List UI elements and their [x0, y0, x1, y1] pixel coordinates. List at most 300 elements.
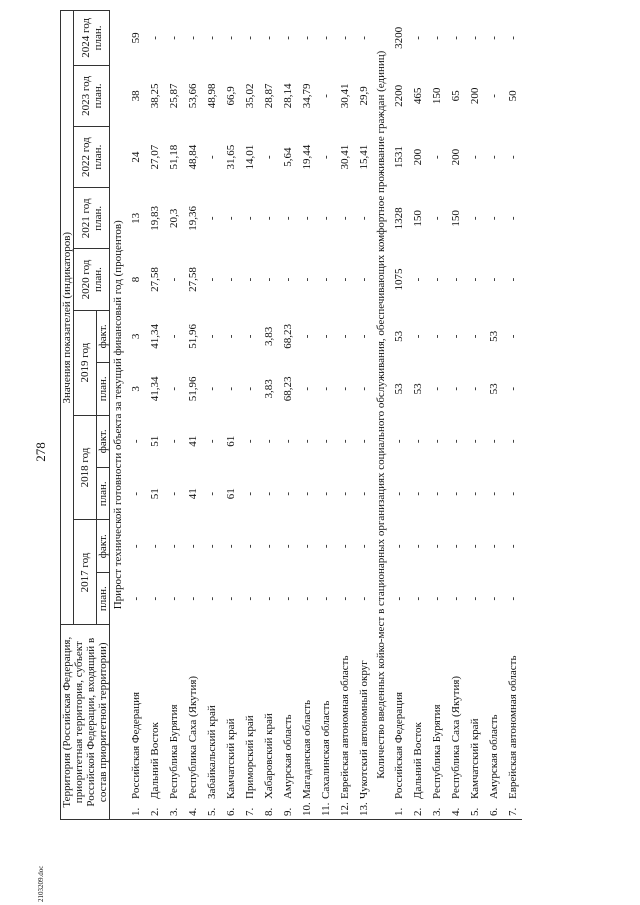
value-cell: - — [430, 216, 443, 221]
value-cell: - — [319, 387, 332, 391]
value-cell: - — [338, 277, 351, 282]
value-cell: - — [281, 491, 294, 496]
value-cell: - — [205, 596, 218, 601]
territory-name: Забайкальский край — [205, 705, 218, 800]
value-cell: - — [506, 439, 519, 444]
value-cell: - — [506, 334, 519, 339]
value-cell: - — [186, 596, 199, 601]
value-cell: 13 — [129, 212, 142, 224]
fact-header: факт. — [97, 415, 110, 467]
value-cell: 38,25 — [148, 83, 161, 109]
row-number: 9. — [281, 807, 294, 816]
value-cell: - — [392, 596, 405, 601]
value-cell: - — [468, 334, 481, 339]
value-cell: - — [186, 544, 199, 549]
value-cell: - — [262, 439, 275, 444]
value-cell: - — [262, 36, 275, 40]
table-row — [465, 11, 484, 820]
value-cell: - — [506, 387, 519, 391]
value-cell: 1075 — [392, 268, 405, 291]
value-cell: 28,14 — [281, 83, 294, 109]
value-cell: 51 — [148, 435, 161, 447]
row-number: 7. — [506, 807, 519, 816]
table-row — [202, 11, 221, 820]
value-cell: - — [224, 544, 237, 549]
fact-header: факт. — [97, 310, 110, 362]
value-cell: - — [430, 334, 443, 339]
value-cell: - — [167, 491, 180, 496]
section-title: Количество введенных койко-мест в стационарных организациях социального обслуживания, обеспечивающих комфортное проживание граждан (единиц) — [375, 50, 387, 779]
row-number: 12. — [338, 802, 351, 816]
value-cell: - — [129, 439, 142, 444]
value-cell: - — [319, 216, 332, 221]
value-cell: - — [506, 155, 519, 159]
value-cell: - — [506, 544, 519, 549]
value-cell: - — [468, 544, 481, 549]
row-number: 1. — [392, 807, 405, 816]
value-cell: - — [243, 387, 256, 391]
territory-name: Российская Федерация — [392, 691, 405, 800]
value-cell: - — [392, 439, 405, 444]
territory-name: Хабаровский край — [262, 713, 275, 800]
value-cell: - — [224, 334, 237, 339]
year-2022-header: 2022 год план. — [74, 127, 110, 188]
value-cell: - — [148, 596, 161, 601]
value-cell: - — [129, 491, 142, 496]
value-cell: 1531 — [392, 146, 405, 169]
value-cell: 15,41 — [357, 144, 370, 170]
value-cell: - — [430, 155, 443, 159]
value-cell: - — [205, 439, 218, 444]
territory-name: Республика Бурятия — [430, 704, 443, 800]
value-cell: 3200 — [392, 26, 405, 49]
value-cell: - — [468, 155, 481, 159]
value-cell: 2200 — [392, 84, 405, 107]
territory-name: Дальний Восток — [148, 722, 161, 800]
value-cell: - — [205, 36, 218, 40]
value-cell: - — [449, 544, 462, 549]
value-cell: - — [411, 334, 424, 339]
value-cell: - — [357, 216, 370, 221]
value-cell: - — [411, 491, 424, 496]
value-cell: - — [262, 277, 275, 282]
table-row — [427, 11, 446, 820]
value-cell: - — [449, 439, 462, 444]
value-cell: - — [319, 544, 332, 549]
value-cell: 51,96 — [186, 323, 199, 349]
value-cell: 50 — [506, 90, 519, 102]
value-cell: - — [224, 277, 237, 282]
territory-name: Еврейская автономная область — [338, 655, 351, 800]
value-cell: 30,41 — [338, 83, 351, 109]
value-cell: 51,18 — [167, 144, 180, 170]
value-cell: - — [357, 36, 370, 40]
table-row — [240, 11, 259, 820]
value-cell: - — [357, 596, 370, 601]
value-cell: - — [167, 387, 180, 391]
year-2023-header: 2023 год план. — [74, 65, 110, 126]
value-cell: - — [338, 596, 351, 601]
value-cell: - — [319, 36, 332, 40]
value-cell: - — [243, 334, 256, 339]
value-cell: - — [148, 544, 161, 549]
row-number: 10. — [300, 802, 313, 816]
table-row — [354, 11, 373, 820]
value-cell: 200 — [449, 148, 462, 166]
territory-name: Республика Саха (Якутия) — [449, 675, 462, 800]
value-cell: - — [300, 334, 313, 339]
row-number: 4. — [449, 807, 462, 816]
value-cell: - — [224, 216, 237, 221]
value-cell: 51 — [148, 488, 161, 500]
value-cell: - — [205, 155, 218, 159]
page-number: 278 — [33, 442, 48, 462]
value-cell: - — [411, 596, 424, 601]
value-cell: - — [411, 544, 424, 549]
value-cell: - — [167, 277, 180, 282]
table-row — [335, 11, 354, 820]
value-cell: 3 — [129, 386, 142, 392]
year-2020-header: 2020 год план. — [74, 249, 110, 310]
value-cell: 14,01 — [243, 144, 256, 170]
value-cell: - — [243, 277, 256, 282]
value-cell: 19,36 — [186, 205, 199, 231]
value-cell: 41,34 — [148, 323, 161, 349]
value-cell: 53 — [392, 330, 405, 342]
territory-header: Территория (Российская Федерация, приоритетная территория, субъект Российской Федерации, входящий в состав приоритетной территории) — [61, 625, 110, 820]
row-number: 13. — [357, 802, 370, 816]
value-cell: - — [243, 439, 256, 444]
value-cell: - — [167, 596, 180, 601]
value-cell: - — [167, 439, 180, 444]
value-cell: - — [262, 216, 275, 221]
value-cell: - — [468, 491, 481, 496]
value-cell: 65 — [449, 90, 462, 102]
row-number: 5. — [205, 807, 218, 816]
value-cell: 200 — [468, 87, 481, 105]
value-cell: - — [357, 439, 370, 444]
value-cell: - — [300, 439, 313, 444]
value-cell: - — [338, 387, 351, 391]
value-cell: - — [319, 277, 332, 282]
value-cell: - — [468, 387, 481, 391]
value-cell: 68,23 — [281, 376, 294, 402]
value-cell: 3,83 — [262, 379, 275, 399]
plan-header: план. — [97, 572, 110, 624]
value-cell: - — [281, 277, 294, 282]
value-cell: 27,07 — [148, 144, 161, 170]
value-cell: 53,66 — [186, 83, 199, 109]
year-2018-header: 2018 год — [74, 415, 97, 520]
value-cell: 150 — [449, 210, 462, 227]
value-cell: 150 — [430, 87, 443, 105]
territory-name: Амурская область — [281, 714, 294, 800]
value-cell: - — [430, 36, 443, 40]
indicators-table — [60, 10, 522, 820]
value-cell: - — [487, 216, 500, 221]
value-cell: - — [319, 94, 332, 98]
value-cell: 27,58 — [186, 267, 199, 292]
section-title: Прирост технической готовности объекта за текущий финансовый год (процентов) — [112, 220, 124, 610]
table-row — [145, 11, 164, 820]
value-cell: - — [338, 334, 351, 339]
value-cell: - — [430, 277, 443, 282]
value-cell: - — [468, 596, 481, 601]
value-cell: 29,9 — [357, 86, 370, 106]
value-cell: - — [243, 544, 256, 549]
value-cell: 35,02 — [243, 83, 256, 109]
value-cell: - — [319, 155, 332, 159]
value-cell: - — [129, 544, 142, 549]
value-cell: 150 — [411, 210, 424, 227]
value-cell: 5,64 — [281, 147, 294, 167]
values-header: Значения показателей (индикаторов) — [61, 11, 74, 625]
value-cell: 28,87 — [262, 83, 275, 109]
value-cell: 41 — [186, 488, 199, 500]
territory-name: Амурская область — [487, 714, 500, 800]
row-number: 8. — [262, 807, 275, 816]
value-cell: - — [411, 439, 424, 444]
value-cell: - — [224, 36, 237, 40]
value-cell: - — [338, 36, 351, 40]
value-cell: 66,9 — [224, 86, 237, 106]
value-cell: 3,83 — [262, 326, 275, 346]
value-cell: - — [449, 334, 462, 339]
territory-name: Сахалинская область — [319, 700, 332, 800]
value-cell: - — [430, 439, 443, 444]
row-number: 4. — [186, 807, 199, 816]
value-cell: - — [338, 544, 351, 549]
value-cell: 1328 — [392, 207, 405, 230]
table-row — [221, 11, 240, 820]
value-cell: - — [300, 544, 313, 549]
year-2024-header: 2024 год план. — [74, 11, 110, 66]
plan-header: план. — [97, 363, 110, 415]
row-number: 11. — [319, 802, 332, 816]
value-cell: - — [392, 544, 405, 549]
value-cell: 53 — [487, 383, 500, 395]
value-cell: 38 — [129, 90, 142, 102]
value-cell: - — [506, 491, 519, 496]
value-cell: 59 — [129, 32, 142, 44]
value-cell: - — [300, 216, 313, 221]
rotated-page — [60, 10, 640, 820]
value-cell: - — [300, 491, 313, 496]
value-cell: 19,83 — [148, 205, 161, 231]
value-cell: 200 — [411, 148, 424, 166]
value-cell: - — [468, 277, 481, 282]
territory-name: Камчатский край — [468, 718, 481, 800]
value-cell: - — [449, 491, 462, 496]
value-cell: - — [281, 544, 294, 549]
value-cell: - — [243, 36, 256, 40]
table-row — [446, 11, 465, 820]
value-cell: 61 — [224, 488, 237, 500]
value-cell: - — [449, 277, 462, 282]
value-cell: 19,44 — [300, 144, 313, 170]
territory-name: Магаданская область — [300, 699, 313, 800]
table-row — [316, 11, 335, 820]
value-cell: - — [487, 36, 500, 40]
value-cell: - — [205, 387, 218, 391]
value-cell: - — [430, 491, 443, 496]
value-cell: - — [357, 334, 370, 339]
value-cell: - — [468, 439, 481, 444]
value-cell: - — [129, 596, 142, 601]
value-cell: 48,84 — [186, 144, 199, 170]
value-cell: - — [167, 544, 180, 549]
value-cell: - — [468, 216, 481, 221]
value-cell: - — [167, 36, 180, 40]
value-cell: 34,79 — [300, 83, 313, 109]
value-cell: - — [506, 36, 519, 40]
row-number: 2. — [148, 807, 161, 816]
value-cell: - — [300, 596, 313, 601]
value-cell: 31,65 — [224, 144, 237, 170]
value-cell: - — [243, 216, 256, 221]
plan-header: план. — [97, 468, 110, 520]
value-cell: 53 — [411, 383, 424, 395]
value-cell: - — [357, 544, 370, 549]
row-number: 3. — [167, 807, 180, 816]
value-cell: - — [411, 36, 424, 40]
territory-name: Республика Саха (Якутия) — [186, 675, 199, 800]
territory-name: Приморский край — [243, 715, 256, 800]
table-row — [297, 11, 316, 820]
value-cell: - — [319, 491, 332, 496]
value-cell: - — [300, 387, 313, 391]
value-cell: - — [487, 491, 500, 496]
row-number: 2. — [411, 807, 424, 816]
year-2021-header: 2021 год план. — [74, 188, 110, 249]
value-cell: - — [224, 387, 237, 391]
value-cell: - — [205, 277, 218, 282]
value-cell: - — [319, 596, 332, 601]
value-cell: 48,98 — [205, 83, 218, 109]
value-cell: - — [205, 216, 218, 221]
value-cell: 8 — [129, 276, 142, 283]
value-cell: - — [243, 491, 256, 496]
value-cell: - — [411, 277, 424, 282]
table-row — [278, 11, 297, 820]
fact-header: факт. — [97, 520, 110, 572]
value-cell: - — [468, 36, 481, 40]
value-cell: - — [281, 439, 294, 444]
value-cell: - — [487, 596, 500, 601]
value-cell: 27,58 — [148, 267, 161, 292]
value-cell: - — [449, 36, 462, 40]
value-cell: - — [319, 439, 332, 444]
value-cell: - — [262, 544, 275, 549]
value-cell: - — [262, 596, 275, 601]
footer-code: 2103209.doc — [37, 865, 45, 902]
value-cell: - — [167, 334, 180, 339]
value-cell: - — [338, 439, 351, 444]
value-cell: 68,23 — [281, 323, 294, 349]
table-body — [110, 11, 523, 820]
value-cell: 30,41 — [338, 144, 351, 170]
year-2017-header: 2017 год — [74, 520, 97, 625]
value-cell: 24 — [129, 151, 142, 163]
value-cell: - — [243, 596, 256, 601]
value-cell: - — [262, 155, 275, 159]
value-cell: - — [449, 387, 462, 391]
territory-name: Камчатский край — [224, 718, 237, 800]
value-cell: - — [281, 36, 294, 40]
value-cell: - — [449, 596, 462, 601]
value-cell: - — [338, 216, 351, 221]
rotated-content — [60, 10, 640, 820]
section-title-row — [373, 11, 389, 820]
value-cell: 20,3 — [167, 208, 180, 228]
value-cell: - — [487, 155, 500, 159]
territory-name: Дальний Восток — [411, 722, 424, 800]
row-number: 5. — [468, 807, 481, 816]
value-cell: - — [487, 94, 500, 98]
territory-name: Российская Федерация — [129, 691, 142, 800]
table-row — [408, 11, 427, 820]
year-2019-header: 2019 год — [74, 310, 97, 415]
value-cell: - — [281, 596, 294, 601]
value-cell: - — [148, 36, 161, 40]
value-cell: - — [205, 334, 218, 339]
value-cell: - — [430, 544, 443, 549]
value-cell: - — [506, 216, 519, 221]
value-cell: - — [300, 36, 313, 40]
value-cell: - — [506, 277, 519, 282]
value-cell: - — [224, 596, 237, 601]
value-cell: - — [487, 277, 500, 282]
value-cell: - — [506, 596, 519, 601]
value-cell: - — [487, 544, 500, 549]
section-title-row — [110, 11, 127, 820]
value-cell: - — [205, 544, 218, 549]
value-cell: - — [281, 216, 294, 221]
value-cell: - — [487, 439, 500, 444]
table-row — [484, 11, 503, 820]
table-row — [164, 11, 183, 820]
territory-name: Чукотский автономный округ — [357, 660, 370, 800]
value-cell: 41,34 — [148, 376, 161, 402]
value-cell: 3 — [129, 333, 142, 340]
value-cell: - — [205, 491, 218, 496]
value-cell: - — [392, 491, 405, 496]
row-number: 6. — [487, 807, 500, 816]
table-row — [183, 11, 202, 820]
table-row — [259, 11, 278, 820]
value-cell: - — [338, 491, 351, 496]
value-cell: - — [186, 36, 199, 40]
territory-name: Республика Бурятия — [167, 704, 180, 800]
table-row — [126, 11, 145, 820]
territory-name: Еврейская автономная область — [506, 655, 519, 800]
value-cell: - — [357, 277, 370, 282]
value-cell: - — [262, 491, 275, 496]
value-cell: - — [319, 334, 332, 339]
row-number: 7. — [243, 807, 256, 816]
value-cell: 51,96 — [186, 376, 199, 402]
value-cell: 53 — [487, 330, 500, 342]
table-row — [389, 11, 408, 820]
value-cell: 41 — [186, 435, 199, 447]
value-cell: 465 — [411, 87, 424, 105]
row-number: 3. — [430, 807, 443, 816]
value-cell: - — [357, 387, 370, 391]
value-cell: - — [357, 491, 370, 496]
value-cell: - — [430, 596, 443, 601]
value-cell: 25,87 — [167, 83, 180, 109]
table-row — [503, 11, 522, 820]
